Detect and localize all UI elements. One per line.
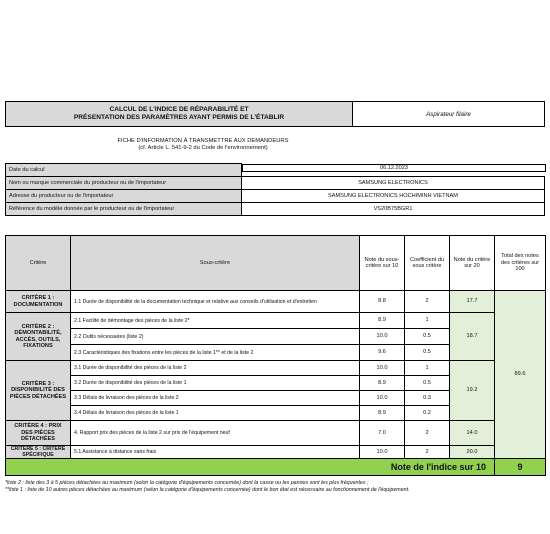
subcriterion-note: 10.0 <box>360 446 405 459</box>
product-type: Aspirateur filaire <box>426 110 471 118</box>
score-table <box>5 235 546 476</box>
subcriterion-coef: 2 <box>405 291 450 313</box>
score-header-row <box>6 236 546 291</box>
fiche-info <box>5 135 401 155</box>
info-row <box>6 203 545 216</box>
subcriterion-label: 2.3 Caractéristiques des fixations entre les pièces de la liste 1** et de la liste 2 <box>71 345 360 361</box>
criterion-score: 14.0 <box>450 421 495 446</box>
subcriterion-note: 7.0 <box>360 421 405 446</box>
subcriterion-label: 2.2 Outils nécessaires (liste 2) <box>71 329 360 345</box>
subcriterion-note: 8.9 <box>360 313 405 329</box>
criterion-score: 17.7 <box>450 291 495 313</box>
subcriterion-note: 10.0 <box>360 391 405 406</box>
subcriterion-label: 2.1 Facilité de démontage des pièces de la liste 2* <box>71 313 360 329</box>
subcriterion-coef: 2 <box>405 446 450 459</box>
criterion-name: CRITÈRE 2 : DÉMONTABILITÉ, ACCÈS, OUTILS, FIXATIONS <box>6 313 71 361</box>
col-header-note10: Note du sous-critère sur 10 <box>360 236 405 291</box>
footnote-2: **liste 1 : liste de 10 autres pièces détachées au maximum (selon la catégorie d'équipements concernée) dont le bon état est nécessaire au fonctionnement de l'équipement. <box>5 487 410 493</box>
subcriterion-note: 8.9 <box>360 376 405 391</box>
criterion-name: CRITÈRE 4 : PRIX DES PIÈCES DÉTACHÉES <box>6 421 71 446</box>
subcriterion-coef: 1 <box>405 313 450 329</box>
subcriterion-coef: 1 <box>405 361 450 376</box>
subcriterion-label: 3.3 Délais de livraison des pièces de la liste 2 <box>71 391 360 406</box>
info-label: Nom ou marque commerciale du producteur ou de l'importateur <box>6 177 242 190</box>
info-row <box>6 190 545 203</box>
col-header-coef: Coefficient du sous critère <box>405 236 450 291</box>
subcriterion-note: 10.0 <box>360 329 405 345</box>
table-row <box>6 421 546 446</box>
col-header-critere: Critère <box>6 236 71 291</box>
subcriterion-note: 8.9 <box>360 406 405 421</box>
criterion-score: 18.7 <box>450 313 495 361</box>
subcriterion-note: 8.8 <box>360 291 405 313</box>
criterion-score: 20.0 <box>450 446 495 459</box>
subcriterion-coef: 0.2 <box>405 406 450 421</box>
info-value: VS20B75BGR1 <box>242 203 545 216</box>
info-value: SAMSUNG ELECTRONICS <box>242 177 545 190</box>
header-title-line1: CALCUL DE L'INDICE DE RÉPARABILITÉ ET <box>109 106 249 113</box>
final-row <box>6 459 546 476</box>
subcriterion-coef: 2 <box>405 421 450 446</box>
product-type-box <box>352 101 545 127</box>
info-row <box>6 164 545 177</box>
info-label: Référence du modèle donnée par le producteur ou de l'importateur <box>6 203 242 216</box>
table-row <box>6 291 546 313</box>
subcriterion-coef: 0.5 <box>405 329 450 345</box>
subcriterion-label: 5.1 Assistance à distance sans frais <box>71 446 360 459</box>
final-label: Note de l'indice sur 10 <box>6 459 495 476</box>
subcriterion-coef: 0.5 <box>405 376 450 391</box>
footnote-1: *liste 2 : liste des 3 à 5 pièces détachées au maximum (selon la catégorie d'équipements concernée) dont la casse ou les pannes sont les plus fréquentes ; <box>5 480 369 486</box>
info-value: SAMSUNG ELECTRONICS HOCHIMINH VIETNAM <box>242 190 545 203</box>
table-row <box>6 361 546 376</box>
info-table <box>5 163 545 216</box>
subcriterion-label: 3.4 Délais de livraison des pièces de la liste 1 <box>71 406 360 421</box>
fiche-line1: FICHE D'INFORMATION À TRANSMETTRE AUX DEMANDEURS <box>117 138 289 144</box>
criterion-name: CRITÈRE 5 : CRITÈRE SPÉCIFIQUE <box>6 446 71 459</box>
subcriterion-coef: 0.3 <box>405 391 450 406</box>
subcriterion-note: 10.0 <box>360 361 405 376</box>
info-row <box>6 177 545 190</box>
criterion-name: CRITÈRE 1 : DOCUMENTATION <box>6 291 71 313</box>
total-score: 89.6 <box>495 291 546 459</box>
info-value: 06.12.2023 <box>242 164 546 172</box>
criterion-score: 19.2 <box>450 361 495 421</box>
subcriterion-label: 4. Rapport prix des pièces de la liste 2 sur prix de l'équipement neuf <box>71 421 360 446</box>
fiche-line2: (cf. Article L. 541-9-2 du Code de l'environnement) <box>138 145 268 151</box>
final-value: 9 <box>495 459 546 476</box>
criterion-name: CRITÈRE 3 : DISPONIBILITÉ DES PIÈCES DÉTACHÉES <box>6 361 71 421</box>
col-header-sous-critere: Sous-critère <box>71 236 360 291</box>
info-label: Date du calcul <box>6 164 242 177</box>
subcriterion-label: 3.1 Durée de disponibilité des pièces de la liste 2 <box>71 361 360 376</box>
subcriterion-label: 3.2 Durée de disponibilité des pièces de la liste 1 <box>71 376 360 391</box>
subcriterion-label: 1.1 Durée de disponibilité de la documentation technique et relative aux conseils d'utilisation et d'entretien <box>71 291 360 313</box>
header-title-box <box>5 101 353 127</box>
footnotes <box>5 480 547 494</box>
subcriterion-note: 9.6 <box>360 345 405 361</box>
table-row <box>6 446 546 459</box>
subcriterion-coef: 0.5 <box>405 345 450 361</box>
col-header-note20: Note du critère sur 20 <box>450 236 495 291</box>
header-title-line2: PRÉSENTATION DES PARAMÈTRES AYANT PERMIS DE L'ÉTABLIR <box>73 114 285 121</box>
col-header-total: Total des notes des critères sur 100 <box>495 236 546 291</box>
info-label: Adresse du producteur ou de l'importateur <box>6 190 242 203</box>
table-row <box>6 313 546 329</box>
